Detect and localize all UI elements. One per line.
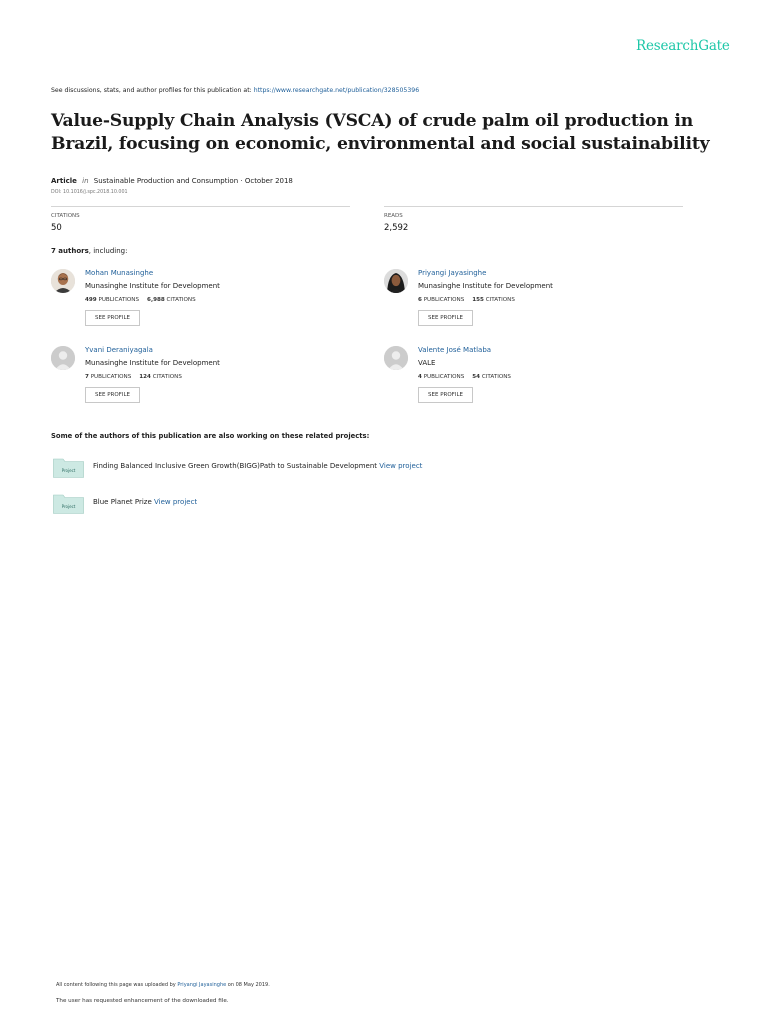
author-avatar[interactable]	[384, 269, 408, 293]
publications-label: PUBLICATIONS	[423, 374, 465, 380]
authors-suffix: , including:	[88, 247, 128, 255]
publications-label: PUBLICATIONS	[423, 297, 465, 303]
discussion-prefix: See discussions, stats, and author profiles for this publication at:	[51, 87, 254, 94]
enhancement-note: The user has requested enhancement of the downloaded file.	[56, 998, 229, 1004]
publication-url-link[interactable]: https://www.researchgate.net/publication/328505396	[253, 87, 420, 94]
publication-meta	[51, 177, 293, 185]
author-avatar[interactable]	[51, 269, 75, 293]
citations-count: 54	[472, 374, 481, 380]
woman-portrait-icon	[384, 269, 408, 293]
author-name-link[interactable]: Mohan Munasinghe	[85, 269, 154, 277]
user-placeholder-icon	[51, 346, 75, 370]
view-project-link[interactable]: View project	[379, 462, 423, 470]
author-avatar[interactable]	[51, 346, 75, 370]
see-profile-button[interactable]: SEE PROFILE	[418, 387, 473, 403]
see-profile-button[interactable]: SEE PROFILE	[85, 387, 140, 403]
author-name-link[interactable]: Valente José Matlaba	[418, 346, 492, 354]
citations-label: CITATIONS	[485, 297, 515, 303]
upload-suffix: on 08 May 2019.	[226, 982, 270, 988]
citations-label: CITATIONS	[481, 374, 511, 380]
uploader-link[interactable]: Priyangi Jayasinghe	[177, 982, 227, 988]
citations-value: 50	[51, 223, 62, 233]
citations-label: CITATIONS	[51, 213, 80, 219]
user-placeholder-icon	[384, 346, 408, 370]
author-stats	[418, 297, 515, 303]
publications-label: PUBLICATIONS	[90, 374, 132, 380]
publication-doi: DOI: 10.1016/j.spc.2018.10.001	[51, 190, 128, 195]
publications-count: 6	[418, 297, 422, 303]
author-stats	[418, 374, 511, 380]
author-name-link[interactable]: Priyangi Jayasinghe	[418, 269, 487, 277]
publication-title: Value-Supply Chain Analysis (VSCA) of crude palm oil production in Brazil, focusing on economic, environmental and social sustainability	[51, 111, 710, 154]
project-line	[93, 498, 197, 506]
view-project-link[interactable]: View project	[154, 498, 198, 506]
project-title: Finding Balanced Inclusive Green Growth(BIGG)Path to Sustainable Development	[93, 462, 378, 470]
author-institution: Munasinghe Institute for Development	[85, 359, 220, 367]
citations-count: 124	[139, 374, 151, 380]
see-profile-button[interactable]: SEE PROFILE	[418, 310, 473, 326]
author-institution: VALE	[418, 359, 436, 367]
citations-label: CITATIONS	[152, 374, 182, 380]
citations-label: CITATIONS	[166, 297, 196, 303]
related-project	[51, 492, 651, 516]
reads-label: READS	[384, 213, 403, 219]
publications-count: 4	[418, 374, 422, 380]
publications-count: 7	[85, 374, 89, 380]
researchgate-logo[interactable]: ResearchGate	[636, 38, 730, 54]
project-folder-icon	[53, 492, 84, 514]
project-icon-label: Project	[61, 468, 76, 473]
see-profile-button[interactable]: SEE PROFILE	[85, 310, 140, 326]
author-name-link[interactable]: Yvani Deraniyagala	[85, 346, 153, 354]
citations-divider	[51, 206, 350, 207]
publication-type: Article	[51, 177, 77, 185]
author-stats	[85, 297, 196, 303]
reads-value: 2,592	[384, 223, 409, 233]
authors-count: 7 authors	[51, 247, 89, 255]
publications-count: 499	[85, 297, 97, 303]
discussion-line	[51, 87, 419, 94]
related-projects-heading: Some of the authors of this publication are also working on these related projects:	[51, 432, 370, 440]
reads-divider	[384, 206, 683, 207]
authors-heading	[51, 247, 127, 255]
citations-count: 155	[472, 297, 484, 303]
related-project	[51, 456, 651, 480]
man-portrait-icon	[51, 269, 75, 293]
author-institution: Munasinghe Institute for Development	[418, 282, 553, 290]
publications-label: PUBLICATIONS	[98, 297, 140, 303]
author-stats	[85, 374, 182, 380]
citations-count: 6,988	[147, 297, 165, 303]
project-folder-icon	[53, 456, 84, 478]
author-avatar[interactable]	[384, 346, 408, 370]
author-institution: Munasinghe Institute for Development	[85, 282, 220, 290]
publication-in: in	[82, 177, 89, 185]
project-icon-label: Project	[61, 504, 76, 509]
publication-journal: Sustainable Production and Consumption · October 2018	[93, 177, 293, 185]
upload-info	[56, 982, 270, 988]
upload-prefix: All content following this page was uploaded by	[56, 982, 178, 988]
project-line	[93, 462, 422, 470]
project-title: Blue Planet Prize	[93, 498, 152, 506]
